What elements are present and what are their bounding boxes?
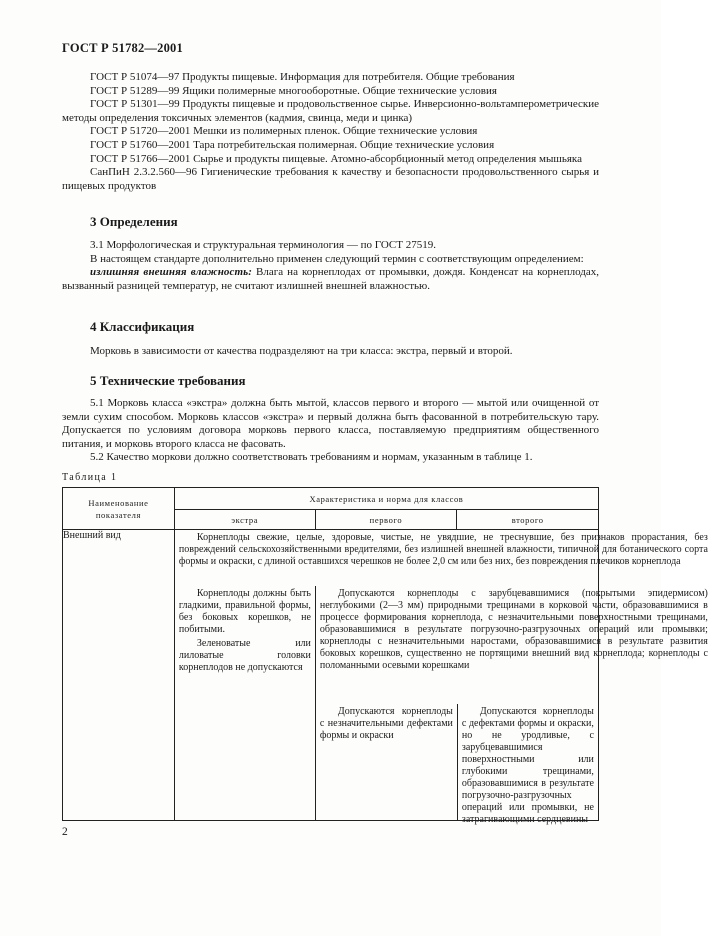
normative-references (62, 71, 599, 193)
standard-header: ГОСТ Р 51782—2001 (62, 41, 183, 55)
header-class-first: первого (315, 510, 457, 530)
extra-requirement: Корнеплоды должны быть гладкими, правильной формы, без боковых корешков, не побитыми. (178, 588, 311, 635)
appearance-values (174, 530, 708, 825)
table-caption: Таблица 1 (62, 472, 118, 483)
term-name: излишняя внешняя влажность: (90, 266, 253, 279)
clause-3-1: 3.1 Морфологическая и структуральная терминология — по ГОСТ 27519. (90, 239, 436, 251)
header-class-extra: экстра (174, 510, 315, 530)
section-3-body (62, 239, 599, 293)
quality-table (62, 487, 708, 825)
term-text: Влага на корнеплодах от промывки, дождя. Конденсат на корнеплодах, вызванный разницей температур, не считают излишней внешней влажностью. (62, 266, 599, 292)
section-4-body: Морковь в зависимости от качества подразделяют на три класса: экстра, первый и второй. (90, 345, 513, 357)
term-definition (62, 266, 599, 293)
section-5-body (62, 397, 599, 465)
second-class-requirement: Допускаются корнеплоды с дефектами формы и окраски, но не уродливые, с зарубцевавшимися поверхностными или глубокими трещинами, образовавшимися в результате погрузочно-разгрузочных операций или промывки, не затрагивающими сердцевины (461, 706, 594, 825)
row-label-appearance: Внешний вид (63, 530, 175, 821)
appearance-layout (175, 530, 708, 825)
reference-item: ГОСТ Р 51760—2001 Тара потребительская полимерная. Общие технические условия (90, 138, 495, 151)
reference-item: ГОСТ Р 51720—2001 Мешки из полимерных пленок. Общие технические условия (90, 125, 478, 138)
definitions-intro: В настоящем стандарте дополнительно применен следующий термин с соответствующим определением: (90, 252, 584, 265)
section-5-heading: 5 Технические требования (90, 373, 246, 388)
extra-prohibition: Зеленоватые или лиловатые головки корнеплодов не допускаются (178, 638, 311, 673)
clause-5-1: 5.1 Морковь класса «экстра» должна быть мытой, классов первого и второго — мытой или очищенной от земли сухим способом. Морковь классов «экстра» и первый должна быть фасованной в потребительскую тару. Допускается по условиям договора морковь первого класса, поставляемую предприятиям общественного питания, и морковь второго класса не фасовать. (62, 397, 599, 450)
section-3-heading: 3 Определения (90, 214, 178, 229)
page-number: 2 (62, 826, 68, 838)
reference-item: ГОСТ Р 51074—97 Продукты пищевые. Информация для потребителя. Общие требования (90, 71, 515, 83)
reference-item: СанПиН 2.3.2.560—96 Гигиенические требования к качеству и безопасности продовольственного сырья и пищевых продуктов (62, 166, 599, 192)
header-class-group: Характеристика и норма для классов (174, 488, 598, 510)
reference-item: ГОСТ Р 51766—2001 Сырье и продукты пищевые. Атомно-абсорбционный метод определения мышьяка (90, 152, 582, 165)
reference-item: ГОСТ Р 51289—99 Ящики полимерные многооборотные. Общие технические условия (90, 84, 497, 97)
section-4-heading: 4 Классификация (90, 319, 195, 334)
common-requirement: Корнеплоды свежие, целые, здоровые, чистые, не увядшие, не треснувшие, без признаков прорастания, без повреждений сельскохозяйственными вредителями, без излишней внешней влажности, типичной для ботанического сорта формы и окраски, с длиной оставшихся черешков не более 2,0 см или без них, без повреждения плечиков корнеплода (178, 532, 708, 567)
clause-5-2: 5.2 Качество моркови должно соответствовать требованиям и нормам, указанным в таблице 1. (90, 451, 533, 464)
reference-item: ГОСТ Р 51301—99 Продукты пищевые и продовольственное сырье. Инверсионно-вольтамперометрические методы определения токсичных элементов (кадмия, свинца, меди и цинка) (62, 98, 599, 124)
extra-column (175, 586, 316, 820)
first-second-columns (316, 586, 712, 825)
first-class-column (316, 704, 458, 820)
header-class-second: второго (457, 510, 599, 530)
second-class-column (458, 704, 712, 825)
first-class-requirement: Допускаются корнеплоды с незначительными дефектами формы и окраски (319, 706, 453, 741)
header-indicator: Наименование показателя (63, 488, 175, 530)
first-second-requirement: Допускаются корнеплоды с зарубцевавшимися (покрытыми эпидермисом) неглубокими (2—3 мм) природными трещинами в корковой части, образовавшимися в процессе формирования корнеплода, с незначительными поверхностными трещинами, образовавшимися в результате погрузочно-разгрузочных операций или промывки; корнеплоды с незначительными наростами, образовавшимися в результате развития боковых корешков, существенно не портящими внешний вид корнеплода; корнеплоды с поломанными осевыми корешками (319, 588, 708, 671)
